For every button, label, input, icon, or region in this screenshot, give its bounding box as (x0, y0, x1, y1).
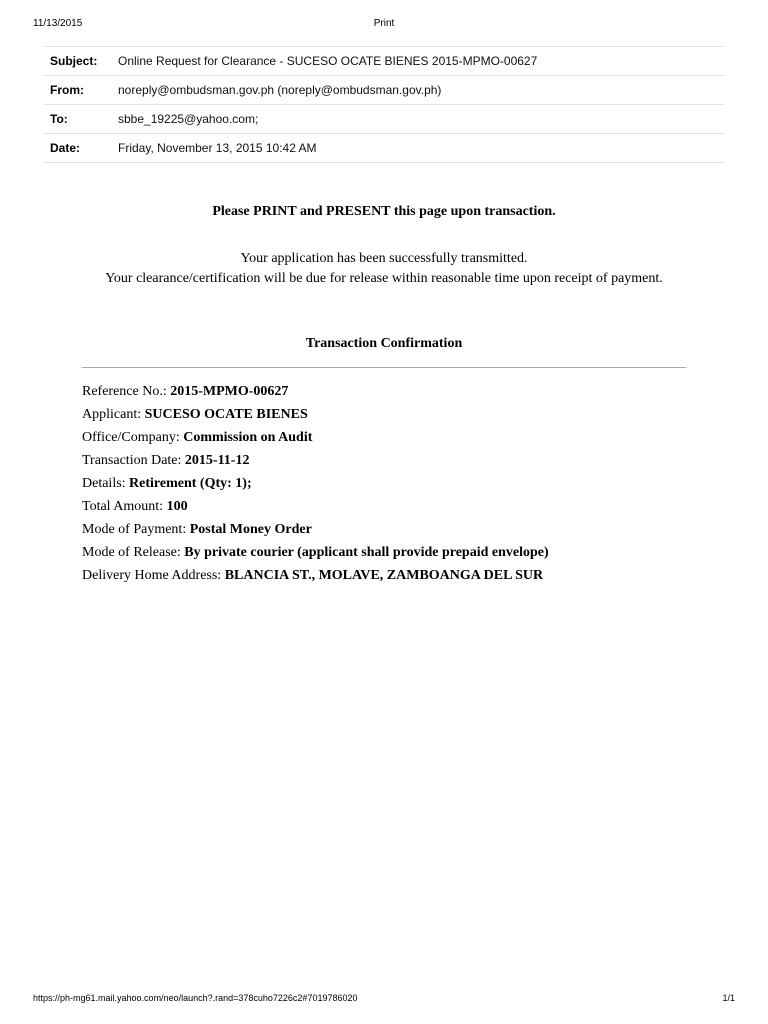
field-office-company (82, 426, 702, 449)
field-mode-of-payment (82, 518, 702, 541)
field-value: Retirement (Qty: 1); (129, 476, 252, 491)
field-label: Transaction Date: (82, 453, 185, 468)
email-header-table (44, 46, 724, 163)
status-message (88, 249, 680, 289)
print-title: Print (373, 18, 395, 29)
to-row (44, 105, 724, 134)
field-mode-of-release (82, 541, 702, 564)
subject-value: Online Request for Clearance - SUCESO OCATE BIENES 2015-MPMO-00627 (114, 47, 724, 76)
date-value: Friday, November 13, 2015 10:42 AM (114, 134, 724, 163)
field-label: Applicant: (82, 407, 145, 422)
field-label: Delivery Home Address: (82, 568, 225, 583)
date-row (44, 134, 724, 163)
field-value: 100 (166, 499, 188, 514)
field-applicant (82, 403, 702, 426)
field-label: Details: (82, 476, 130, 491)
field-value: Commission on Audit (183, 430, 313, 445)
print-url: https://ph-mg61.mail.yahoo.com/neo/launch?.rand=378cuho7226c2#7019786020 (33, 993, 358, 1003)
print-footer (33, 993, 735, 1007)
field-value: 2015-MPMO-00627 (170, 384, 289, 399)
to-value: sbbe_19225@yahoo.com; (114, 105, 724, 134)
subject-row (44, 47, 724, 76)
field-transaction-date (82, 449, 702, 472)
field-label: Mode of Payment: (82, 522, 190, 537)
field-delivery-home-address (82, 564, 702, 587)
field-value: BLANCIA ST., MOLAVE, ZAMBOANGA DEL SUR (224, 568, 544, 583)
field-value: 2015-11-12 (184, 453, 250, 468)
field-value: Postal Money Order (189, 522, 312, 537)
transaction-confirmation-title: Transaction Confirmation (305, 336, 463, 351)
subject-label: Subject: (44, 47, 114, 76)
field-label: Reference No.: (82, 384, 171, 399)
from-value: noreply@ombudsman.gov.ph (noreply@ombudsman.gov.ph) (114, 76, 724, 105)
from-row (44, 76, 724, 105)
field-details (82, 472, 702, 495)
status-message-line-1: Your application has been successfully transmitted. (240, 251, 528, 266)
field-total-amount (82, 495, 702, 518)
print-notice: Please PRINT and PRESENT this page upon transaction. (212, 204, 556, 219)
status-message-line-2: Your clearance/certification will be due for release within reasonable time upon receipt of payment. (105, 271, 663, 286)
date-label: Date: (44, 134, 114, 163)
print-date: 11/13/2015 (33, 18, 83, 29)
field-reference-no (82, 380, 702, 403)
from-label: From: (44, 76, 114, 105)
to-label: To: (44, 105, 114, 134)
field-label: Office/Company: (82, 430, 184, 445)
field-label: Mode of Release: (82, 545, 185, 560)
divider (82, 367, 686, 368)
field-value: SUCESO OCATE BIENES (144, 407, 308, 422)
field-value: By private courier (applicant shall provide prepaid envelope) (184, 545, 549, 560)
print-header (33, 18, 735, 32)
transaction-details (82, 380, 702, 587)
field-label: Total Amount: (82, 499, 167, 514)
page-number: 1/1 (722, 993, 735, 1003)
